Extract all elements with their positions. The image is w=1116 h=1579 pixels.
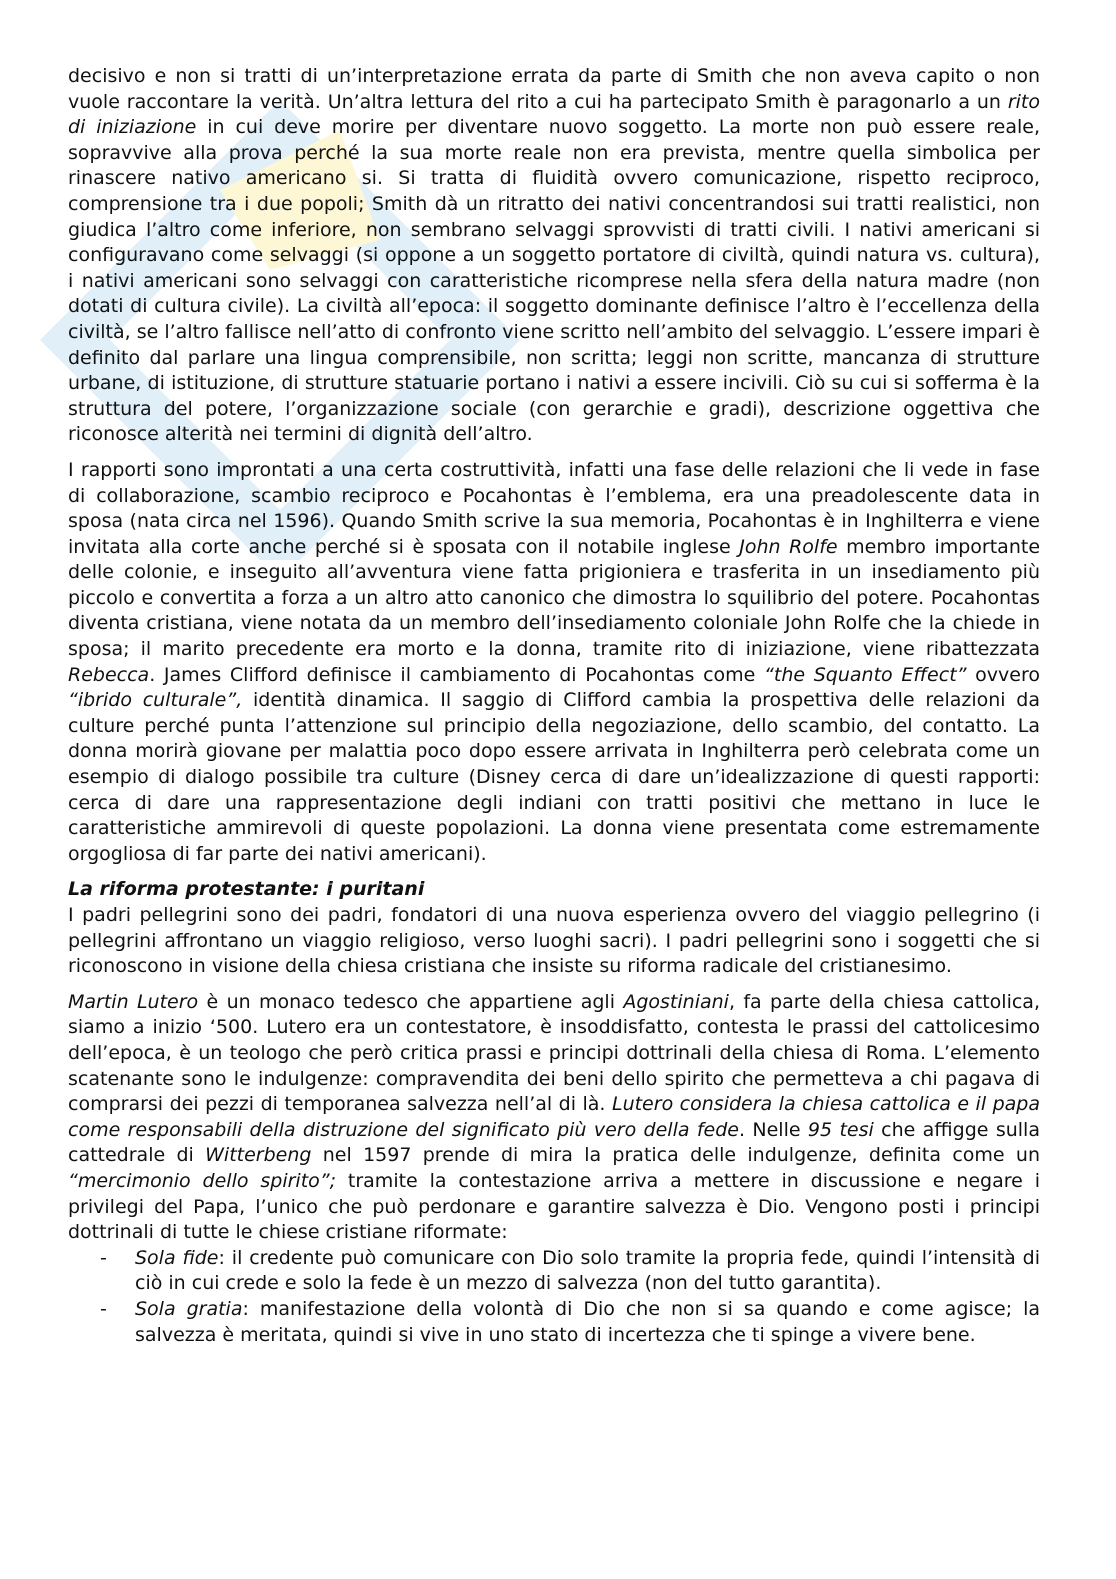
italic-text: Sola gratia — [135, 1297, 243, 1320]
bullet-dash: - — [100, 1297, 107, 1320]
text-run: I padri pellegrini sono dei padri, fondatori di una nuova esperienza ovvero del viaggio pellegrino (i pellegrini affrontano un viaggio religioso, verso luoghi sacri). I padri pellegrini sono i soggetti che si riconoscono in visione della chiesa cristiana che insiste su riforma radicale del cristianesimo. — [68, 904, 1040, 978]
italic-text: “the Squanto Effect” — [764, 663, 967, 686]
italic-text: Witterbeng — [205, 1144, 312, 1167]
text-run: tramite la contestazione arriva a mettere in discussione e negare i privilegi del Papa, l’unico che può perdonare e garantire salvezza è Dio. Vengono posti i principi dottrinali di tutte le chiese cristiane riformate: — [68, 1169, 1040, 1244]
bullet-list — [68, 1246, 1040, 1348]
bullet-dash: - — [100, 1246, 107, 1269]
section-heading: La riforma protestante: i puritani — [68, 878, 425, 901]
italic-text: Agostiniani — [623, 990, 729, 1013]
bullet-item — [68, 1297, 1040, 1348]
text-run: decisivo e non si tratti di un’interpretazione errata da parte di Smith che non aveva capito o non vuole raccontare la verità. Un’altra lettura del rito a cui ha partecipato Smith è paragonarlo a un — [68, 65, 1040, 113]
italic-text: “ibrido culturale”, — [68, 689, 243, 712]
italic-text: Lutero considera la chiesa cattolica e il papa come responsabili della distruzione del significato più vero della fede — [68, 1093, 1041, 1141]
text-run: è un monaco tedesco che appartiene agli — [198, 990, 624, 1013]
bullet-item — [68, 1246, 1040, 1297]
text-run: , fa parte della chiesa cattolica, siamo a inizio ‘500. Lutero era un contestatore, è insoddisfatto, contesta le prassi del cattolicesimo dell’epoca, è un teologo che però critica prassi e principi dottrinali della chiesa di Roma. L’elemento scatenante sono le indulgenze: compravendita dei beni dello spirito che permetteva a chi pagava di comprarsi dei pezzi di temporanea salvezza nell’al di là. — [68, 990, 1040, 1116]
text-run: membro importante delle colonie, e inseguito all’avventura viene fatta prigioniera e trasferita in un insediamento più piccolo e convertita a forza a un altro atto canonico che dimostra lo squilibrio del potere. Pocahontas diventa cristiana, viene notata da un membro dell’insediamento coloniale John Rolfe che la chiede in sposa; il marito precedente era morto e la donna, tramite rito di iniziazione, viene ribattezzata — [68, 535, 1041, 661]
text-run: in cui deve morire per diventare nuovo soggetto. La morte non può essere reale, sopravvive alla prova perché la sua morte reale non era prevista, mentre quella simbolica per rinascere nativo americano si. Si tratta di fluidità ovvero comunicazione, rispetto reciproco, comprensione tra i due popoli; Smith dà un ritratto dei nativi concentrandosi sui tratti realistici, non giudica l’altro come inferiore, non sembrano selvaggi sprovvisti di tratti civili. I nativi americani si configuravano come selvaggi (si oppone a un soggetto portatore di civiltà, quindi natura vs. cultura), i nativi americani sono selvaggi con caratteristiche ricomprese nella sfera della natura madre (non dotati di cultura civile). La civiltà all’epoca: il soggetto dominante definisce l’altro è l’eccellenza della civiltà, se l’altro fallisce nell’atto di confronto viene scritto nell’ambito del selvaggio. L’essere impari è definito dal parlare una lingua comprensibile, non scritta; leggi non scritte, mancanza di strutture urbane, di istituzione, di strutture statuarie portano i nativi a essere incivili. Ciò su cui si sofferma è la struttura del potere, l’organizzazione sociale (con gerarchie e gradi), descrizione oggettiva che riconosce alterità nei termini di dignità dell’altro. — [68, 116, 1041, 446]
italic-text: Sola fide — [135, 1246, 219, 1269]
italic-text: John Rolfe — [739, 535, 838, 558]
text-run: nel 1597 prende di mira la pratica delle indulgenze, definita come un — [311, 1144, 1040, 1167]
section-pocahontas — [68, 64, 1040, 867]
paragraph — [68, 458, 1040, 868]
paragraph — [68, 990, 1040, 1246]
text-run: : il credente può comunicare con Dio solo tramite la propria fede, quindi l’intensità di ciò in cui crede e solo la fede è un mezzo di salvezza (non del tutto garantita). — [135, 1246, 1041, 1295]
text-run: . Nelle — [739, 1118, 808, 1141]
italic-text: Rebecca — [68, 663, 150, 686]
text-run: ovvero — [966, 663, 1040, 686]
section-riforma — [68, 903, 1040, 1246]
paragraph — [68, 903, 1040, 980]
italic-text: 95 tesi — [807, 1118, 874, 1141]
text-run: identità dinamica. Il saggio di Clifford cambia la prospettiva delle relazioni da culture perché punta l’attenzione sul principio della negoziazione, dello scambio, del contatto. La donna morirà giovane per malattia poco dopo essere arrivata in Inghilterra però celebrata come un esempio di dialogo possibile tra culture (Disney cerca di dare un’idealizzazione di questi rapporti: cerca di dare una rappresentazione degli indiani con tratti positivi che mettano in luce le caratteristiche ammirevoli di queste popolazioni. La donna viene presentata come estremamente orgogliosa di far parte dei nativi americani). — [68, 689, 1041, 865]
document-page — [68, 64, 1040, 1348]
paragraph — [68, 64, 1040, 448]
italic-text: rito di iniziazione — [68, 90, 1040, 139]
text-run: : manifestazione della volontà di Dio che non si sa quando e come agisce; la salvezza è meritata, quindi si vive in uno stato di incertezza che ti spinge a vivere bene. — [135, 1297, 1040, 1346]
text-run: I rapporti sono improntati a una certa costruttività, infatti una fase delle relazioni che li vede in fase di collaborazione, scambio reciproco e Pocahontas è l’emblema, era una preadolescente data in sposa (nata circa nel 1596). Quando Smith scrive la sua memoria, Pocahontas è in Inghilterra e viene invitata alla corte anche perché si è sposata con il notabile inglese — [68, 458, 1040, 558]
italic-text: Martin Lutero — [68, 990, 199, 1013]
italic-text: “mercimonio dello spirito”; — [68, 1169, 337, 1192]
text-run: che affigge sulla cattedrale di — [68, 1118, 1040, 1167]
text-run: . James Clifford definisce il cambiamento di Pocahontas come — [149, 663, 765, 686]
